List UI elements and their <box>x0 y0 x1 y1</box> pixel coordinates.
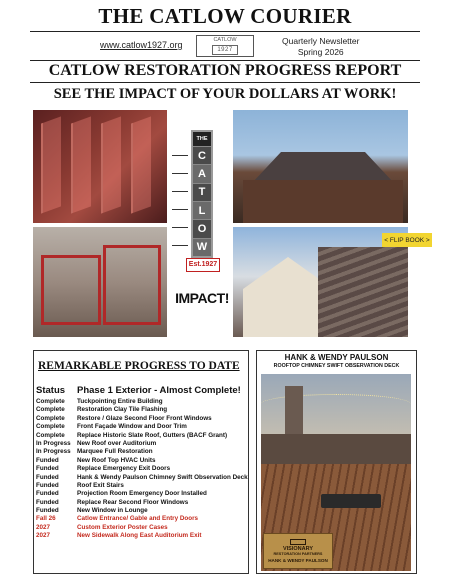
row-item: New Sidewalk Along East Auditorium Exit <box>77 532 202 540</box>
row-status: In Progress <box>36 448 71 456</box>
row-status: In Progress <box>36 439 71 447</box>
progress-row <box>36 524 248 532</box>
row-status: Funded <box>36 456 59 464</box>
progress-title: REMARKABLE PROGRESS TO DATE <box>38 360 240 372</box>
row-item: Roof Exit Stairs <box>77 481 124 489</box>
catlow-vertical-sign <box>191 130 213 258</box>
plaque-line1: VISIONARY <box>282 546 314 552</box>
report-rule <box>30 82 420 83</box>
sign-letter: T <box>193 183 211 201</box>
sign-ruler <box>172 138 188 246</box>
row-item: Marquee Full Restoration <box>77 448 153 456</box>
issue-date: Spring 2026 <box>297 47 344 57</box>
sign-letter: W <box>193 238 211 256</box>
row-status: Complete <box>36 406 65 414</box>
sign-letter: O <box>193 219 211 237</box>
progress-row <box>36 490 248 498</box>
row-status: Complete <box>36 398 65 405</box>
row-item: Tuckpointing Entire Building <box>77 398 163 405</box>
row-status: Funded <box>36 481 59 489</box>
logo-name: CATLOW <box>213 37 237 43</box>
row-status: Funded <box>36 507 59 515</box>
row-status: 2027 <box>36 532 51 540</box>
logo-year: 1927 <box>212 45 237 55</box>
plaque-emblem-icon <box>290 539 306 545</box>
progress-row <box>36 423 248 431</box>
progress-row <box>36 440 248 448</box>
row-item: Replace Rear Second Floor Windows <box>77 498 189 506</box>
row-item: Hank & Wendy Paulson Chimney Swift Observation Deck <box>77 473 248 481</box>
sign-letter: L <box>193 201 211 219</box>
row-status: Funded <box>36 490 59 498</box>
photo-red-shutters <box>33 110 167 223</box>
catlow-logo <box>196 35 254 57</box>
masthead-title: THE CATLOW COURIER <box>98 4 352 28</box>
website-link[interactable]: www.catlow1927.org <box>100 40 183 50</box>
sign-letter: C <box>193 146 211 164</box>
progress-row <box>36 515 248 523</box>
phase-header: Phase 1 Exterior - Almost Complete! <box>77 385 241 396</box>
row-status: Funded <box>36 465 59 473</box>
row-item: Custom Exterior Poster Cases <box>77 523 168 531</box>
paulson-subtitle: ROOFTOP CHIMNEY SWIFT OBSERVATION DECK <box>273 363 400 369</box>
row-status: Complete <box>36 431 65 439</box>
photo-building-exterior <box>233 110 408 223</box>
progress-row <box>36 432 248 440</box>
progress-row <box>36 406 248 414</box>
row-item: Restoration Clay Tile Flashing <box>77 406 168 414</box>
row-status: Fall 26 <box>36 515 56 523</box>
progress-row <box>36 507 248 515</box>
row-item: New Roof over Auditorium <box>77 439 157 447</box>
photo-worker-restoration <box>33 227 167 337</box>
sign-letter: A <box>193 164 211 182</box>
sign-top: THE <box>193 132 211 146</box>
flip-book-button[interactable]: < FLIP BOOK > <box>382 233 432 247</box>
row-item: Front Façade Window and Door Trim <box>77 423 187 431</box>
row-item: Catlow Entrance/ Gable and Entry Doors <box>77 515 199 523</box>
row-status: Complete <box>36 414 65 422</box>
row-item: Restore / Glaze Second Floor Front Windows <box>77 414 212 422</box>
row-item: New Window in Lounge <box>77 507 148 515</box>
progress-row <box>36 398 248 406</box>
progress-row <box>36 532 248 540</box>
donor-plaque <box>263 533 333 569</box>
progress-row <box>36 457 248 465</box>
progress-list <box>36 398 248 541</box>
paulson-name: HANK & WENDY PAULSON <box>284 353 389 362</box>
sign-est: Est.1927 <box>186 258 220 272</box>
impact-logo: IMPACT! <box>175 290 229 306</box>
row-status: Funded <box>36 498 59 506</box>
issue-info <box>282 36 359 58</box>
masthead-rule <box>30 31 420 32</box>
status-header: Status <box>36 385 66 396</box>
row-status: 2027 <box>36 523 51 531</box>
plaque-line3: HANK & WENDY PAULSON <box>268 558 328 563</box>
row-status: Funded <box>36 473 59 481</box>
impact-headline: SEE THE IMPACT OF YOUR DOLLARS AT WORK! <box>53 86 397 102</box>
progress-row <box>36 415 248 423</box>
progress-row <box>36 474 248 482</box>
row-item: Replace Historic Slate Roof, Gutters (BACF Grant) <box>77 431 228 439</box>
progress-row <box>36 448 248 456</box>
progress-row <box>36 482 248 490</box>
issue-type: Quarterly Newsletter <box>282 36 360 46</box>
header-rule <box>30 60 420 61</box>
plaque-line2: RESTORATION PARTNERS <box>273 552 323 556</box>
report-headline: CATLOW RESTORATION PROGRESS REPORT <box>48 62 402 79</box>
progress-row <box>36 499 248 507</box>
progress-row <box>36 465 248 473</box>
row-item: Projection Room Emergency Door Installed <box>77 490 207 498</box>
row-item: Replace Emergency Exit Doors <box>77 465 171 473</box>
row-item: New Roof Top HVAC Units <box>77 456 156 464</box>
row-status: Complete <box>36 423 65 431</box>
